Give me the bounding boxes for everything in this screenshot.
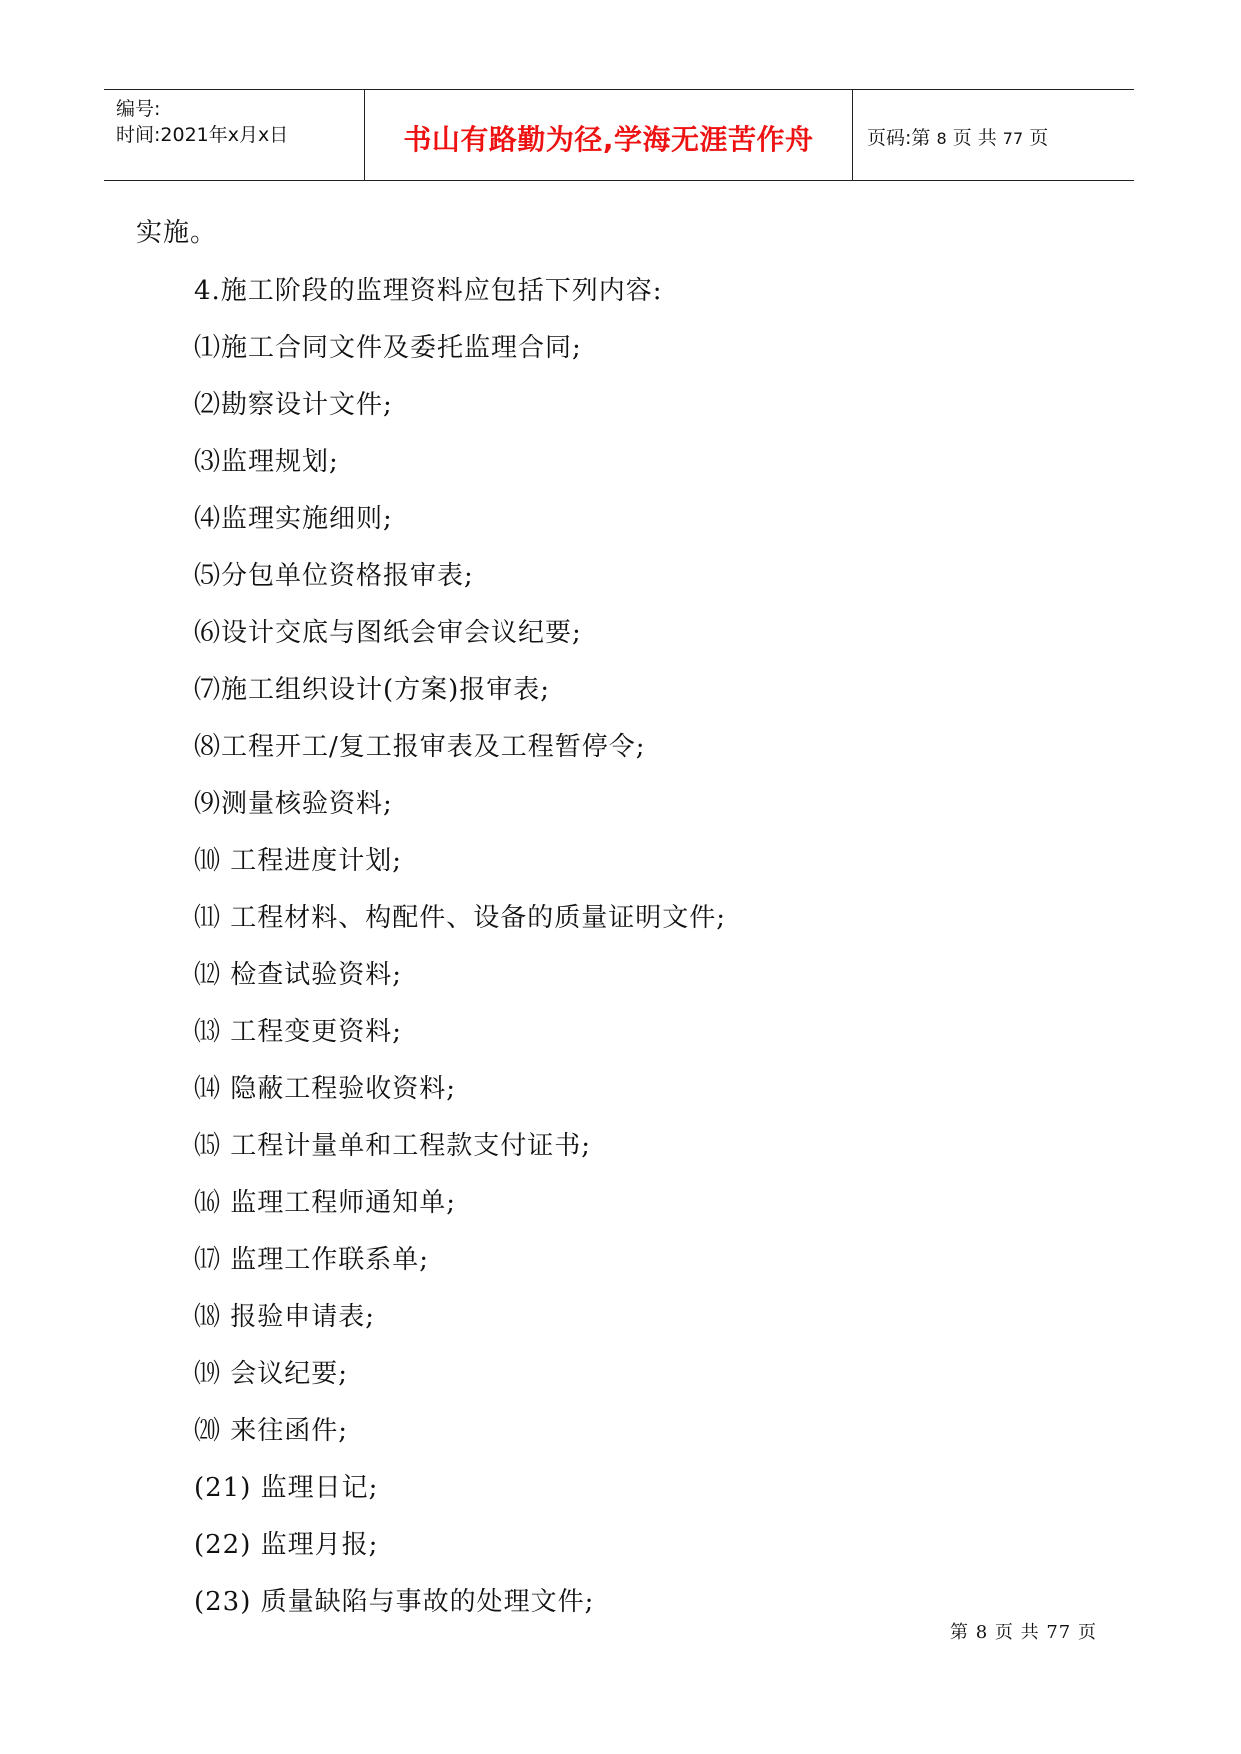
page-suffix: 页 — [1029, 127, 1049, 149]
list-item: ⑶监理规划; — [194, 447, 339, 477]
page-footer: 第 8 页 共 77 页 — [950, 1622, 1097, 1643]
list-item: ⒃ 监理工程师通知单; — [194, 1188, 457, 1218]
list-item: ⑸分包单位资格报审表; — [194, 561, 474, 591]
list-item: ⒁ 隐蔽工程验收资料; — [194, 1074, 457, 1104]
header-motto: 书山有路勤为径,学海无涯苦作舟 — [403, 123, 814, 156]
list-item: ⑹设计交底与图纸会审会议纪要; — [194, 618, 582, 648]
list-item: (21) 监理日记; — [194, 1473, 379, 1503]
list-item: (22) 监理月报; — [194, 1530, 379, 1560]
list-item: ⑽ 工程进度计划; — [194, 846, 403, 876]
body-line: 实施。 — [136, 218, 218, 248]
list-item: ⑺施工组织设计(方案)报审表; — [194, 675, 551, 705]
header-page-cell — [853, 90, 1134, 180]
list-item: ⒅ 报验申请表; — [194, 1302, 376, 1332]
header-meta-cell — [104, 90, 365, 180]
page-header — [104, 89, 1134, 181]
list-item: ⒄ 监理工作联系单; — [194, 1245, 430, 1275]
list-item: ⒀ 工程变更资料; — [194, 1017, 403, 1047]
list-item: ⑼测量核验资料; — [194, 789, 393, 819]
section-heading: 4.施工阶段的监理资料应包括下列内容: — [194, 276, 663, 306]
list-item: ⒇ 来往函件; — [194, 1416, 349, 1446]
list-item: ⑻工程开工/复工报审表及工程暂停令; — [194, 732, 646, 762]
page-mid: 页 共 — [952, 127, 997, 149]
list-item: ⒆ 会议纪要; — [194, 1359, 349, 1389]
header-page-info — [867, 123, 1048, 150]
document-number-label: 编号: — [116, 98, 161, 120]
list-item: ⑷监理实施细则; — [194, 504, 393, 534]
list-item: ⑴施工合同文件及委托监理合同; — [194, 333, 582, 363]
list-item: (23) 质量缺陷与事故的处理文件; — [194, 1587, 595, 1617]
header-motto-cell — [365, 90, 853, 180]
list-item: ⑾ 工程材料、构配件、设备的质量证明文件; — [194, 903, 727, 933]
list-item: ⒂ 工程计量单和工程款支付证书; — [194, 1131, 592, 1161]
page-prefix: 页码:第 — [867, 127, 931, 149]
document-time-label: 时间:2021年x月x日 — [116, 124, 289, 146]
page-number: 8 — [936, 129, 947, 148]
list-item: ⑵勘察设计文件; — [194, 390, 393, 420]
list-item: ⑿ 检查试验资料; — [194, 960, 403, 990]
page-total: 77 — [1002, 129, 1024, 148]
